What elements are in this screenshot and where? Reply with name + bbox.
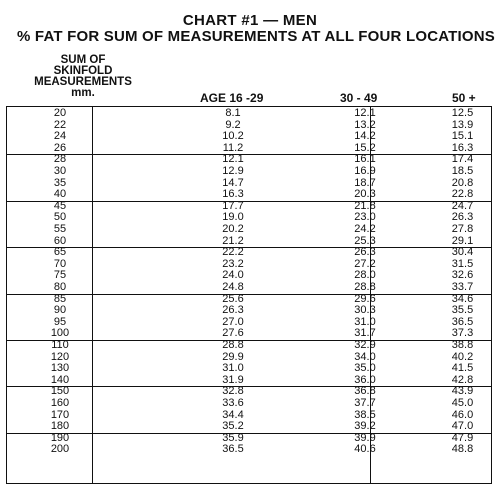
- age-30-49-cell: 31.0: [354, 315, 376, 328]
- table-row: [0, 340, 500, 352]
- table-row: [0, 131, 500, 143]
- table-row: [0, 328, 500, 340]
- age-50-plus-cell: 27.8: [451, 223, 474, 235]
- age-50-plus-cell: 24.7: [451, 199, 474, 212]
- age-50-plus-cell: 36.5: [451, 315, 474, 328]
- age-16-29-cell: 36.5: [222, 443, 244, 456]
- measurement-cell: 70: [53, 257, 67, 270]
- table-row: [0, 178, 500, 190]
- measurement-cell: 160: [50, 397, 70, 409]
- age-30-49-cell: 35.0: [354, 362, 376, 375]
- age-16-29-cell: 12.1: [222, 153, 244, 166]
- table-row: [0, 224, 500, 236]
- measurement-cell: 85: [53, 292, 67, 305]
- measurement-cell: 180: [50, 420, 70, 433]
- age-30-49-cell: 12.1: [354, 107, 376, 119]
- age-50-plus-cell: 46.0: [451, 408, 474, 421]
- age-50-plus-cell: 12.5: [451, 107, 474, 119]
- age-50-plus-cell: 41.5: [451, 362, 474, 375]
- age-50-plus-cell: 47.0: [451, 420, 474, 433]
- age-16-29-cell: 33.6: [222, 397, 244, 409]
- age-16-29-cell: 32.8: [222, 385, 244, 398]
- age-16-29-cell: 9.2: [225, 118, 241, 131]
- measurement-cell: 200: [50, 443, 70, 456]
- age-30-49-cell: 16.9: [354, 165, 376, 177]
- age-16-29-cell: 31.9: [222, 373, 244, 386]
- age-16-29-cell: 19.0: [222, 211, 244, 224]
- table-row: [0, 143, 500, 155]
- age-30-49-cell: 38.5: [354, 408, 376, 421]
- measurement-cell: 35: [53, 176, 67, 189]
- measurement-cell: 20: [53, 107, 67, 119]
- measurement-cell: 50: [53, 211, 67, 224]
- measurement-cell: 28: [53, 153, 67, 166]
- age-50-plus-cell: 13.9: [451, 118, 474, 131]
- table-row: [0, 212, 500, 224]
- age-30-49-cell: 40.6: [354, 443, 376, 456]
- age-30-49-cell: 16.1: [354, 153, 376, 166]
- measurement-cell: 120: [50, 350, 70, 363]
- age-30-49-cell: 18.7: [354, 176, 376, 189]
- age-16-29-cell: 27.0: [222, 315, 244, 328]
- age-16-29-cell: 26.3: [222, 304, 244, 317]
- age-30-49-cell: 36.8: [354, 385, 376, 398]
- age-30-49-cell: 21.8: [354, 199, 376, 212]
- table-row: [0, 236, 500, 248]
- age-50-plus-cell: 34.6: [451, 292, 474, 305]
- measurement-cell: 24: [53, 130, 67, 143]
- age-16-29-cell: 17.7: [222, 199, 244, 212]
- table-row: [0, 352, 500, 364]
- measurement-cell: 95: [53, 315, 67, 328]
- age-30-49-cell: 27.2: [354, 257, 376, 270]
- age-16-29-cell: 25.6: [222, 292, 244, 305]
- age-50-plus-cell: 37.3: [451, 327, 474, 340]
- age-30-49-cell: 14.2: [354, 130, 376, 143]
- age-16-29-cell: 16.3: [222, 188, 244, 201]
- age-16-29-cell: 11.2: [222, 141, 244, 154]
- age-16-29-cell: 29.9: [222, 350, 244, 363]
- age-16-29-cell: 24.0: [222, 269, 244, 282]
- age-16-29-cell: 35.2: [222, 420, 244, 433]
- header-skinfold: SKINFOLD: [53, 65, 113, 77]
- measurement-cell: 80: [53, 281, 67, 293]
- age-16-29-cell: 22.2: [222, 246, 244, 259]
- header-age-16-29: AGE 16 -29: [200, 91, 264, 105]
- table-row: [0, 444, 500, 456]
- table-row: [0, 410, 500, 422]
- age-50-plus-cell: 42.8: [451, 373, 474, 386]
- age-50-plus-cell: 16.3: [451, 141, 474, 154]
- age-30-49-cell: 28.0: [354, 269, 376, 282]
- chart-subtitle: % FAT FOR SUM OF MEASUREMENTS AT ALL FOUR LOCATIONS: [17, 28, 495, 45]
- age-50-plus-cell: 29.1: [451, 234, 474, 247]
- measurement-cell: 140: [50, 373, 70, 386]
- age-30-49-cell: 20.3: [354, 188, 376, 201]
- age-50-plus-cell: 48.8: [451, 443, 474, 456]
- age-30-49-cell: 26.3: [354, 246, 376, 259]
- age-30-49-cell: 29.6: [354, 292, 376, 305]
- age-30-49-cell: 31.7: [354, 327, 376, 340]
- header-unit: mm.: [71, 87, 95, 99]
- age-30-49-cell: 28.8: [354, 281, 376, 293]
- table-row: [0, 201, 500, 213]
- measurement-cell: 75: [53, 269, 67, 282]
- age-30-49-cell: 39.2: [354, 420, 376, 433]
- age-30-49-cell: 23.0: [354, 211, 376, 224]
- age-16-29-cell: 24.8: [222, 281, 244, 293]
- age-16-29-cell: 20.2: [222, 223, 244, 235]
- measurement-cell: 45: [53, 199, 67, 212]
- table-row: [0, 270, 500, 282]
- age-30-49-cell: 34.0: [354, 350, 376, 363]
- table-row: [0, 259, 500, 271]
- age-50-plus-cell: 38.8: [451, 339, 474, 351]
- age-50-plus-cell: 40.2: [451, 350, 474, 363]
- measurement-cell: 65: [53, 246, 67, 259]
- age-16-29-cell: 14.7: [222, 176, 244, 189]
- table-row: [0, 294, 500, 306]
- age-50-plus-cell: 17.4: [451, 153, 474, 166]
- measurement-cell: 26: [53, 141, 67, 154]
- measurement-cell: 22: [53, 118, 67, 131]
- table-row: [0, 189, 500, 201]
- measurement-cell: 170: [50, 408, 70, 421]
- header-sum-of: SUM OF: [60, 54, 106, 66]
- measurement-cell: 55: [53, 223, 67, 235]
- measurement-cell: 100: [50, 327, 70, 340]
- table-row: [0, 247, 500, 259]
- table-row: [0, 305, 500, 317]
- age-50-plus-cell: 20.8: [451, 176, 474, 189]
- measurement-cell: 60: [53, 234, 67, 247]
- age-30-49-cell: 15.2: [354, 141, 376, 154]
- age-50-plus-cell: 15.1: [451, 130, 474, 143]
- age-50-plus-cell: 33.7: [451, 281, 474, 293]
- age-30-49-cell: 30.3: [354, 304, 376, 317]
- age-50-plus-cell: 22.8: [451, 188, 474, 201]
- age-30-49-cell: 39.9: [354, 431, 376, 444]
- age-16-29-cell: 21.2: [222, 234, 244, 247]
- header-measurements: MEASUREMENTS: [34, 76, 132, 88]
- age-50-plus-cell: 45.0: [451, 397, 474, 409]
- measurement-cell: 40: [53, 188, 67, 201]
- table-row: [0, 120, 500, 132]
- table-row: [0, 317, 500, 329]
- table-row: [0, 433, 500, 445]
- age-16-29-cell: 23.2: [222, 257, 244, 270]
- age-50-plus-cell: 18.5: [451, 165, 474, 177]
- age-30-49-cell: 32.9: [354, 339, 376, 351]
- age-50-plus-cell: 26.3: [451, 211, 474, 224]
- age-16-29-cell: 27.6: [222, 327, 244, 340]
- age-30-49-cell: 37.7: [354, 397, 376, 409]
- measurement-cell: 190: [50, 431, 70, 444]
- measurement-cell: 150: [50, 385, 70, 398]
- age-30-49-cell: 24.2: [354, 223, 376, 235]
- age-16-29-cell: 28.8: [222, 339, 244, 351]
- table-row: [0, 363, 500, 375]
- chart-title: CHART #1 — MEN: [182, 12, 318, 29]
- measurement-cell: 30: [53, 165, 67, 177]
- table-row: [0, 386, 500, 398]
- age-16-29-cell: 35.9: [222, 431, 244, 444]
- age-16-29-cell: 34.4: [222, 408, 244, 421]
- table-row: [0, 375, 500, 387]
- age-50-plus-cell: 35.5: [451, 304, 474, 317]
- table-row: [0, 154, 500, 166]
- age-50-plus-cell: 31.5: [451, 257, 474, 270]
- measurement-cell: 130: [50, 362, 70, 375]
- header-age-50-plus: 50 +: [452, 91, 476, 105]
- age-16-29-cell: 12.9: [222, 165, 244, 177]
- table-row: [0, 282, 500, 294]
- age-50-plus-cell: 47.9: [451, 431, 474, 444]
- table-row: [0, 398, 500, 410]
- age-50-plus-cell: 30.4: [451, 246, 474, 259]
- measurement-cell: 110: [51, 339, 69, 351]
- table-row: [0, 421, 500, 433]
- age-16-29-cell: 31.0: [222, 362, 244, 375]
- age-16-29-cell: 10.2: [222, 130, 244, 143]
- age-16-29-cell: 8.1: [225, 107, 241, 119]
- age-30-49-cell: 36.0: [354, 373, 376, 386]
- age-50-plus-cell: 43.9: [451, 385, 474, 398]
- age-30-49-cell: 25.3: [354, 234, 376, 247]
- header-age-30-49: 30 - 49: [340, 91, 378, 105]
- age-30-49-cell: 13.2: [354, 118, 376, 131]
- measurement-cell: 90: [53, 304, 67, 317]
- table-row: [0, 166, 500, 178]
- age-50-plus-cell: 32.6: [451, 269, 474, 282]
- table-row: [0, 108, 500, 120]
